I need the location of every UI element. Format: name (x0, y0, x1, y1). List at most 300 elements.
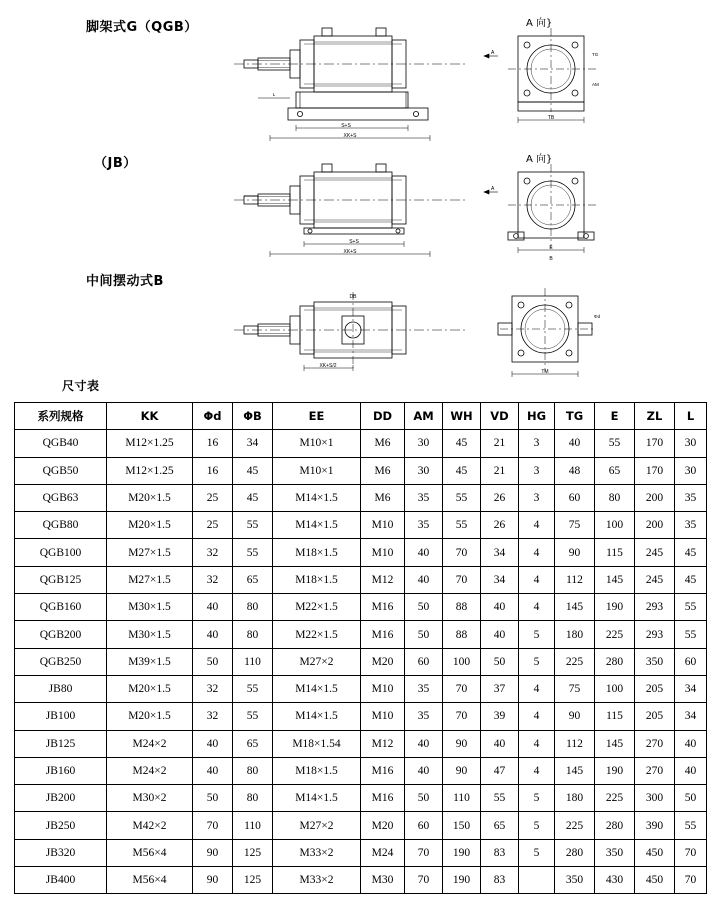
cell-value: 100 (595, 675, 635, 702)
svg-text:TB: TB (547, 115, 555, 121)
cell-value: 4 (519, 539, 555, 566)
cell-value: 5 (519, 648, 555, 675)
table-row (15, 484, 707, 511)
cell-value: 225 (555, 812, 595, 839)
table-row (15, 648, 707, 675)
table-row (15, 675, 707, 702)
cell-value: M10 (361, 512, 405, 539)
cell-series: QGB125 (15, 566, 107, 593)
cell-value: 225 (555, 648, 595, 675)
cell-value: 30 (675, 430, 707, 457)
cell-value: 25 (193, 512, 233, 539)
section-title-jb: （JB） (94, 156, 137, 171)
cell-value: M24×2 (107, 757, 193, 784)
cell-value: 55 (233, 512, 273, 539)
cell-value: M42×2 (107, 812, 193, 839)
cell-value: 32 (193, 675, 233, 702)
cell-value: 280 (595, 812, 635, 839)
col-header-am: AM (405, 403, 443, 430)
table-row (15, 757, 707, 784)
cell-value: 75 (555, 675, 595, 702)
cell-value: M30 (361, 867, 405, 894)
cell-value: 65 (595, 457, 635, 484)
cell-value: 83 (481, 839, 519, 866)
cell-value: 293 (635, 594, 675, 621)
cell-value: 40 (675, 730, 707, 757)
cell-value: M18×1.5 (273, 566, 361, 593)
drawing-qgb-end-view (500, 16, 610, 144)
cell-value: 50 (193, 785, 233, 812)
col-header-zl: ZL (635, 403, 675, 430)
cell-value: 65 (233, 566, 273, 593)
cell-value: M14×1.5 (273, 484, 361, 511)
cell-value: 55 (233, 703, 273, 730)
cell-value: M6 (361, 457, 405, 484)
cell-value: 145 (595, 566, 635, 593)
cell-value: 90 (193, 839, 233, 866)
drawing-jb-side-view (230, 152, 470, 262)
section-title-b: 中间摆动式B (86, 274, 164, 289)
cell-value: 16 (193, 430, 233, 457)
cell-value: M33×2 (273, 867, 361, 894)
table-row (15, 457, 707, 484)
cell-value: 60 (405, 812, 443, 839)
col-header-wh: WH (443, 403, 481, 430)
table-body (15, 430, 707, 894)
cell-value: M18×1.5 (273, 539, 361, 566)
cell-value: M30×1.5 (107, 621, 193, 648)
cell-series: QGB80 (15, 512, 107, 539)
cell-value: 170 (635, 457, 675, 484)
cell-value: 80 (233, 785, 273, 812)
cell-value: 205 (635, 703, 675, 730)
cell-value: M20 (361, 648, 405, 675)
cell-value: 80 (233, 757, 273, 784)
cell-value: M22×1.5 (273, 621, 361, 648)
cell-value: 225 (595, 621, 635, 648)
drawing-b-end-view (490, 282, 610, 382)
cell-value: 112 (555, 566, 595, 593)
cell-value: 70 (193, 812, 233, 839)
cell-value: M6 (361, 430, 405, 457)
cell-value: 83 (481, 867, 519, 894)
cell-value: 70 (675, 839, 707, 866)
svg-text:Φd: Φd (594, 314, 601, 319)
cell-value: 5 (519, 812, 555, 839)
cell-value: 40 (481, 730, 519, 757)
cell-value: 170 (635, 430, 675, 457)
cell-value: M16 (361, 757, 405, 784)
cell-value: 125 (233, 839, 273, 866)
cell-value: 21 (481, 430, 519, 457)
cell-series: JB250 (15, 812, 107, 839)
cell-value: M30×2 (107, 785, 193, 812)
cell-value: M16 (361, 594, 405, 621)
cell-value: 65 (481, 812, 519, 839)
cell-value: 110 (443, 785, 481, 812)
col-header-phid: Φd (193, 403, 233, 430)
cell-value: 45 (675, 539, 707, 566)
cell-value: 35 (405, 675, 443, 702)
table-row (15, 566, 707, 593)
svg-text:L: L (272, 92, 276, 97)
cell-value: 32 (193, 703, 233, 730)
cell-value: 40 (405, 757, 443, 784)
cell-series: JB320 (15, 839, 107, 866)
cell-value: 180 (555, 621, 595, 648)
cell-value: 55 (675, 594, 707, 621)
table-row (15, 430, 707, 457)
cell-value: 280 (555, 839, 595, 866)
cell-value: 75 (555, 512, 595, 539)
cell-series: QGB100 (15, 539, 107, 566)
cell-value: M16 (361, 621, 405, 648)
cell-value: 55 (675, 621, 707, 648)
col-header-dd: DD (361, 403, 405, 430)
cell-value: 30 (405, 430, 443, 457)
cell-value: 55 (443, 484, 481, 511)
cell-value: 34 (481, 539, 519, 566)
cell-series: QGB250 (15, 648, 107, 675)
cell-value: 70 (405, 839, 443, 866)
cell-value: 32 (193, 539, 233, 566)
cell-value: M10 (361, 675, 405, 702)
col-header-tg: TG (555, 403, 595, 430)
cell-value (519, 867, 555, 894)
cell-value: 350 (555, 867, 595, 894)
cell-series: JB125 (15, 730, 107, 757)
cell-value: M27×1.5 (107, 566, 193, 593)
cell-value: 39 (481, 703, 519, 730)
cell-value: 70 (443, 539, 481, 566)
cell-value: 50 (405, 621, 443, 648)
cell-value: 5 (519, 621, 555, 648)
col-header-vd: VD (481, 403, 519, 430)
cell-value: 55 (233, 675, 273, 702)
col-header-phib: ΦB (233, 403, 273, 430)
cell-value: 100 (595, 512, 635, 539)
cell-value: 35 (405, 484, 443, 511)
cell-value: 90 (193, 867, 233, 894)
cell-value: 293 (635, 621, 675, 648)
svg-text:XK+S: XK+S (343, 133, 357, 139)
col-header-ee: EE (273, 403, 361, 430)
svg-text:TG: TG (592, 52, 599, 57)
cell-value: 190 (443, 839, 481, 866)
cell-value: 3 (519, 484, 555, 511)
cell-value: 270 (635, 757, 675, 784)
cell-value: 40 (193, 757, 233, 784)
cell-value: M20 (361, 812, 405, 839)
svg-text:B: B (549, 256, 553, 262)
cell-value: 4 (519, 594, 555, 621)
cell-value: 40 (405, 730, 443, 757)
cell-value: 350 (635, 648, 675, 675)
table-row (15, 512, 707, 539)
cell-value: 50 (675, 785, 707, 812)
cell-value: 32 (193, 566, 233, 593)
cell-value: 245 (635, 539, 675, 566)
cell-value: 100 (443, 648, 481, 675)
svg-text:A: A (491, 50, 495, 56)
cell-value: 40 (675, 757, 707, 784)
cell-value: 40 (481, 621, 519, 648)
cell-value: 4 (519, 703, 555, 730)
cell-series: QGB160 (15, 594, 107, 621)
cell-value: 35 (675, 512, 707, 539)
cell-value: 5 (519, 785, 555, 812)
cell-value: 65 (233, 730, 273, 757)
cell-value: 200 (635, 512, 675, 539)
cell-value: 25 (193, 484, 233, 511)
cell-value: 34 (233, 430, 273, 457)
svg-text:A: A (491, 186, 495, 192)
cell-series: QGB200 (15, 621, 107, 648)
cell-value: 34 (481, 566, 519, 593)
cell-value: 350 (595, 839, 635, 866)
view-arrow-a-2 (482, 184, 502, 214)
cell-value: 55 (595, 430, 635, 457)
svg-text:E: E (549, 245, 553, 251)
cell-series: JB400 (15, 867, 107, 894)
cell-value: 16 (193, 457, 233, 484)
cell-value: 60 (675, 648, 707, 675)
cell-value: 70 (675, 867, 707, 894)
cell-value: M14×1.5 (273, 703, 361, 730)
cell-value: 26 (481, 484, 519, 511)
cell-value: M10×1 (273, 457, 361, 484)
svg-text:A 向}: A 向} (526, 154, 553, 165)
cell-value: 40 (481, 594, 519, 621)
spec-table-container (14, 402, 697, 894)
cell-value: 4 (519, 757, 555, 784)
cell-value: 45 (443, 457, 481, 484)
cell-value: 50 (405, 785, 443, 812)
cell-value: 90 (443, 757, 481, 784)
cell-value: M20×1.5 (107, 484, 193, 511)
cell-value: 45 (233, 484, 273, 511)
cell-value: M10 (361, 539, 405, 566)
cell-value: 50 (193, 648, 233, 675)
table-caption: 尺寸表 (62, 379, 100, 393)
svg-text:XK+S/2: XK+S/2 (319, 363, 337, 369)
svg-text:S+S: S+S (349, 239, 359, 245)
cell-value: 390 (635, 812, 675, 839)
cell-value: 270 (635, 730, 675, 757)
cell-value: 55 (481, 785, 519, 812)
svg-text:S+S: S+S (341, 123, 351, 129)
cell-value: M27×2 (273, 812, 361, 839)
table-row (15, 594, 707, 621)
cell-value: 125 (233, 867, 273, 894)
table-row (15, 867, 707, 894)
cell-value: M18×1.54 (273, 730, 361, 757)
cell-value: 40 (555, 430, 595, 457)
cell-value: 34 (675, 675, 707, 702)
cell-value: 60 (555, 484, 595, 511)
svg-text:TM: TM (541, 369, 549, 375)
cell-value: 45 (233, 457, 273, 484)
cell-value: 34 (675, 703, 707, 730)
cell-value: 115 (595, 539, 635, 566)
cell-value: M14×1.5 (273, 785, 361, 812)
cell-value: 55 (675, 812, 707, 839)
table-row (15, 730, 707, 757)
cell-value: 37 (481, 675, 519, 702)
cell-value: 450 (635, 839, 675, 866)
cell-value: 190 (595, 594, 635, 621)
cell-value: 45 (443, 430, 481, 457)
cell-value: 145 (555, 757, 595, 784)
cell-value: M10 (361, 703, 405, 730)
cell-value: M14×1.5 (273, 675, 361, 702)
cell-value: 205 (635, 675, 675, 702)
cell-value: 45 (675, 566, 707, 593)
cell-value: 80 (233, 594, 273, 621)
cell-value: 40 (405, 566, 443, 593)
cell-value: 4 (519, 730, 555, 757)
cell-value: 145 (555, 594, 595, 621)
cell-value: M30×1.5 (107, 594, 193, 621)
cell-value: 4 (519, 566, 555, 593)
cell-value: 88 (443, 594, 481, 621)
section-title-g: 脚架式G（QGB） (86, 20, 198, 35)
cell-value: 47 (481, 757, 519, 784)
cell-value: 450 (635, 867, 675, 894)
cell-value: M12 (361, 730, 405, 757)
col-header-e: E (595, 403, 635, 430)
cell-value: 80 (595, 484, 635, 511)
col-header-l: L (675, 403, 707, 430)
cell-value: M27×2 (273, 648, 361, 675)
cell-value: M56×4 (107, 839, 193, 866)
cell-value: M6 (361, 484, 405, 511)
cell-series: QGB50 (15, 457, 107, 484)
cell-value: 90 (555, 703, 595, 730)
cell-value: 80 (233, 621, 273, 648)
svg-text:DB: DB (349, 294, 357, 300)
cell-value: M24×2 (107, 730, 193, 757)
cell-series: QGB40 (15, 430, 107, 457)
cell-value: 40 (405, 539, 443, 566)
cell-value: M20×1.5 (107, 703, 193, 730)
cell-value: 35 (405, 703, 443, 730)
cell-value: 90 (555, 539, 595, 566)
svg-text:AM: AM (592, 82, 599, 87)
cell-value: 190 (595, 757, 635, 784)
cell-value: 30 (675, 457, 707, 484)
cell-value: 88 (443, 621, 481, 648)
cell-value: M20×1.5 (107, 675, 193, 702)
cell-value: 300 (635, 785, 675, 812)
cell-value: 40 (193, 621, 233, 648)
cell-value: 70 (443, 703, 481, 730)
drawing-jb-end-view (500, 152, 610, 262)
cell-value: 26 (481, 512, 519, 539)
cell-value: M18×1.5 (273, 757, 361, 784)
table-row (15, 703, 707, 730)
cell-value: M20×1.5 (107, 512, 193, 539)
cell-value: 35 (405, 512, 443, 539)
cell-value: 180 (555, 785, 595, 812)
cell-value: M27×1.5 (107, 539, 193, 566)
cell-value: 4 (519, 512, 555, 539)
cell-value: M12×1.25 (107, 457, 193, 484)
cell-value: 90 (443, 730, 481, 757)
cell-value: M56×4 (107, 867, 193, 894)
cell-series: JB80 (15, 675, 107, 702)
table-header-row (15, 403, 707, 430)
drawing-b-side-view (230, 282, 470, 382)
cell-value: 280 (595, 648, 635, 675)
cell-value: 245 (635, 566, 675, 593)
cell-value: 4 (519, 675, 555, 702)
table-row (15, 839, 707, 866)
cell-series: JB160 (15, 757, 107, 784)
drawing-qgb-side-view (230, 16, 470, 144)
cell-value: 70 (443, 566, 481, 593)
cell-series: JB200 (15, 785, 107, 812)
col-header-series: 系列规格 (15, 403, 107, 430)
cell-series: JB100 (15, 703, 107, 730)
cell-value: 55 (443, 512, 481, 539)
cell-value: M12×1.25 (107, 430, 193, 457)
cell-value: 3 (519, 457, 555, 484)
cell-value: 40 (193, 594, 233, 621)
cell-value: 21 (481, 457, 519, 484)
cell-value: M10×1 (273, 430, 361, 457)
cell-value: 3 (519, 430, 555, 457)
cell-value: 40 (193, 730, 233, 757)
table-row (15, 812, 707, 839)
cell-value: M22×1.5 (273, 594, 361, 621)
cell-value: M16 (361, 785, 405, 812)
spec-table (14, 402, 707, 894)
cell-value: 30 (405, 457, 443, 484)
col-header-kk: KK (107, 403, 193, 430)
cell-value: 35 (675, 484, 707, 511)
cell-value: M14×1.5 (273, 512, 361, 539)
cell-value: 200 (635, 484, 675, 511)
cell-value: M24 (361, 839, 405, 866)
cell-value: M12 (361, 566, 405, 593)
cell-value: 5 (519, 839, 555, 866)
cell-value: 190 (443, 867, 481, 894)
cell-value: 112 (555, 730, 595, 757)
cell-value: 50 (481, 648, 519, 675)
table-row (15, 621, 707, 648)
col-header-hg: HG (519, 403, 555, 430)
cell-value: 430 (595, 867, 635, 894)
svg-text:XK+S: XK+S (343, 249, 357, 255)
cell-value: 115 (595, 703, 635, 730)
cell-value: 50 (405, 594, 443, 621)
cell-value: 110 (233, 812, 273, 839)
cell-value: 110 (233, 648, 273, 675)
cell-series: QGB63 (15, 484, 107, 511)
cell-value: 48 (555, 457, 595, 484)
table-row (15, 785, 707, 812)
cell-value: 70 (405, 867, 443, 894)
table-row (15, 539, 707, 566)
cell-value: 70 (443, 675, 481, 702)
cell-value: 150 (443, 812, 481, 839)
svg-text:A 向}: A 向} (526, 18, 553, 29)
cell-value: 225 (595, 785, 635, 812)
cell-value: 60 (405, 648, 443, 675)
cell-value: M33×2 (273, 839, 361, 866)
cell-value: 55 (233, 539, 273, 566)
